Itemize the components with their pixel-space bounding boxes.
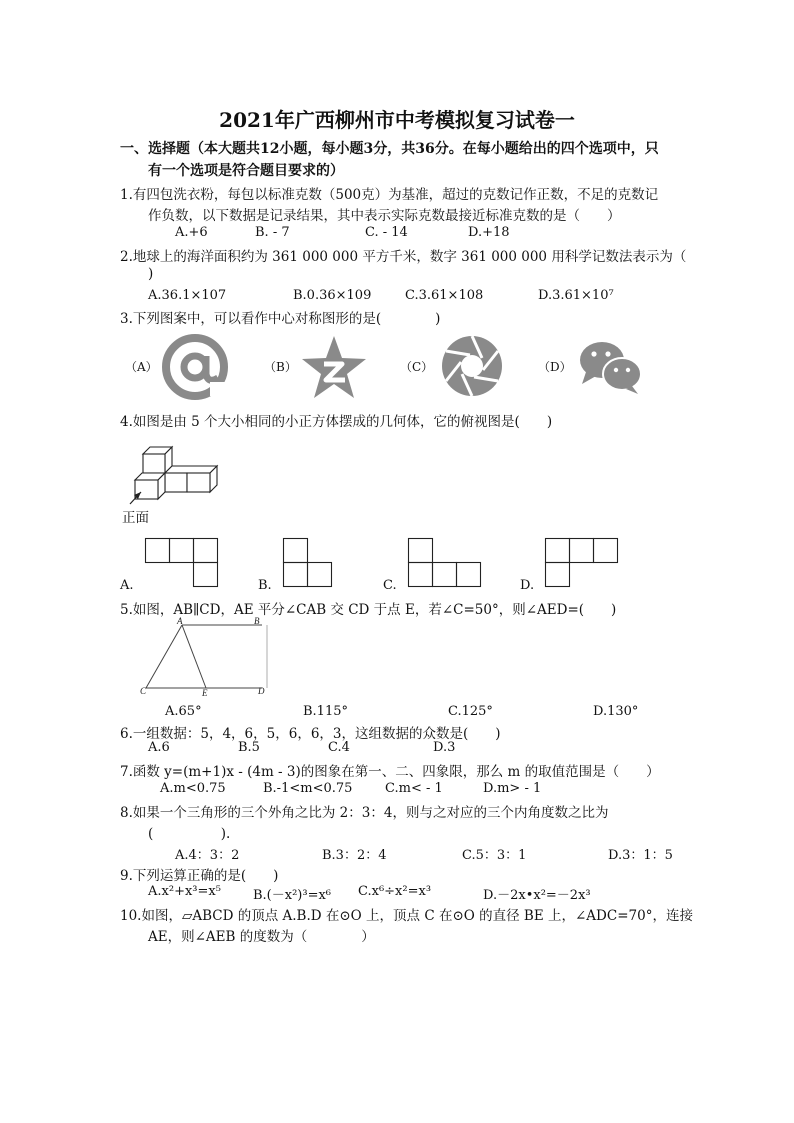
q2-option-b: B.0.36×109 xyxy=(293,288,372,303)
q4-option-c-grid xyxy=(408,538,484,588)
q9-option-c: C.x⁶÷x²=x³ xyxy=(358,884,432,899)
q5-option-a: A.65° xyxy=(165,704,202,719)
section-heading-line2: 有一个选项是符合题目要求的） xyxy=(148,163,344,179)
q8-stem-cont: ( ). xyxy=(148,826,231,842)
q4-option-d-grid xyxy=(545,538,621,588)
q1-stem: 1.有四包洗衣粉，每包以标准克数（500克）为基准，超过的克数记作正数，不足的克数记 xyxy=(120,187,659,203)
q1-stem-cont: 作负数，以下数据是记录结果，其中表示实际克数最接近标准克数的是（ ） xyxy=(148,208,621,224)
q5-option-d: D.130° xyxy=(593,704,639,719)
q5-stem: 5.如图，AB∥CD，AE 平分∠CAB 交 CD 于点 E，若∠C=50°，则∠AED=( ) xyxy=(120,602,617,618)
q4-stem: 4.如图是由 5 个大小相同的小正方体摆成的几何体，它的俯视图是( ) xyxy=(120,414,553,430)
q3-label-b: （B） xyxy=(264,360,297,374)
q1-option-a: A.+6 xyxy=(175,225,208,240)
section-heading-line1: 一、选择题（本大题共12小题，每小题3分，共36分。在每小题给出的四个选项中，只 xyxy=(120,141,659,157)
q5-point-b: B xyxy=(254,616,260,626)
q7-option-c: C.m< - 1 xyxy=(385,781,443,796)
q4-option-a: A. xyxy=(120,578,134,593)
star-z-icon xyxy=(300,334,368,400)
q3-label-a: （A） xyxy=(125,360,158,374)
q5-point-d: D xyxy=(258,686,265,696)
q10-stem-cont: AE，则∠AEB 的度数为（ ） xyxy=(148,929,375,945)
q2-option-c: C.3.61×108 xyxy=(405,288,484,303)
q1-option-d: D.+18 xyxy=(468,225,510,240)
q9-stem: 9.下列运算正确的是( ) xyxy=(120,868,279,884)
q2-stem: 2.地球上的海洋面积约为 361 000 000 平方千米，数字 361 000 000 用科学记数法表示为（ xyxy=(120,249,687,265)
q5-parallel-lines-figure xyxy=(140,618,275,696)
q2-stem-cont: ) xyxy=(148,266,154,282)
q9-option-d: D.－2x•x²=－2x³ xyxy=(483,888,591,903)
q3-label-c: （C） xyxy=(400,360,434,374)
q7-option-d: D.m> - 1 xyxy=(483,781,542,796)
q2-option-a: A.36.1×107 xyxy=(148,288,227,303)
q8-option-a: A.4：3：2 xyxy=(175,848,240,863)
q4-option-c: C. xyxy=(383,578,397,593)
q1-option-b: B. - 7 xyxy=(255,225,290,240)
q1-option-c: C. - 14 xyxy=(365,225,408,240)
q8-option-c: C.5：3：1 xyxy=(462,848,527,863)
q4-front-label: 正面 xyxy=(122,510,149,526)
q2-option-d: D.3.61×10⁷ xyxy=(538,288,614,303)
q3-stem: 3.下列图案中，可以看作中心对称图形的是( ) xyxy=(120,311,441,327)
q4-option-d: D. xyxy=(520,578,535,593)
q4-option-b: B. xyxy=(258,578,272,593)
q7-option-a: A.m<0.75 xyxy=(160,781,226,796)
q7-stem: 7.函数 y=(m+1)x - (4m - 3)的图象在第一、二、四象限，那么 m 的取值范围是（ ） xyxy=(120,764,660,780)
at-sign-icon xyxy=(160,334,230,400)
q9-option-b: B.(－x²)³=x⁶ xyxy=(253,888,332,903)
q5-option-b: B.115° xyxy=(303,704,348,719)
q6-option-a: A.6 xyxy=(148,740,170,755)
q4-option-a-grid xyxy=(145,538,220,588)
page-title: 2021年广西柳州市中考模拟复习试卷一 xyxy=(219,108,575,132)
q7-option-b: B.-1<m<0.75 xyxy=(263,781,353,796)
q6-option-c: C.4 xyxy=(328,740,350,755)
q6-option-d: D.3 xyxy=(433,740,456,755)
q8-stem: 8.如果一个三角形的三个外角之比为 2：3：4，则与之对应的三个内角度数之比为 xyxy=(120,805,609,821)
q4-cubes-figure xyxy=(125,440,225,502)
q5-option-c: C.125° xyxy=(448,704,493,719)
q5-point-a: A xyxy=(177,616,183,626)
q5-point-e: E xyxy=(202,688,208,698)
q10-stem: 10.如图，▱ABCD 的顶点 A.B.D 在⊙O 上，顶点 C 在⊙O 的直径 BE 上，∠ADC=70°，连接 xyxy=(120,908,693,924)
q6-option-b: B.5 xyxy=(238,740,260,755)
q5-point-c: C xyxy=(140,686,147,696)
q3-label-d: （D） xyxy=(538,360,572,374)
chat-bubbles-icon xyxy=(578,340,642,396)
q8-option-d: D.3：1：5 xyxy=(608,848,673,863)
q9-option-a: A.x²+x³=x⁵ xyxy=(148,884,221,899)
q8-option-b: B.3：2：4 xyxy=(322,848,387,863)
q6-stem: 6.一组数据：5，4，6，5，6，6，3，这组数据的众数是( ) xyxy=(120,726,501,742)
aperture-icon xyxy=(440,334,504,398)
q4-option-b-grid xyxy=(283,538,335,588)
